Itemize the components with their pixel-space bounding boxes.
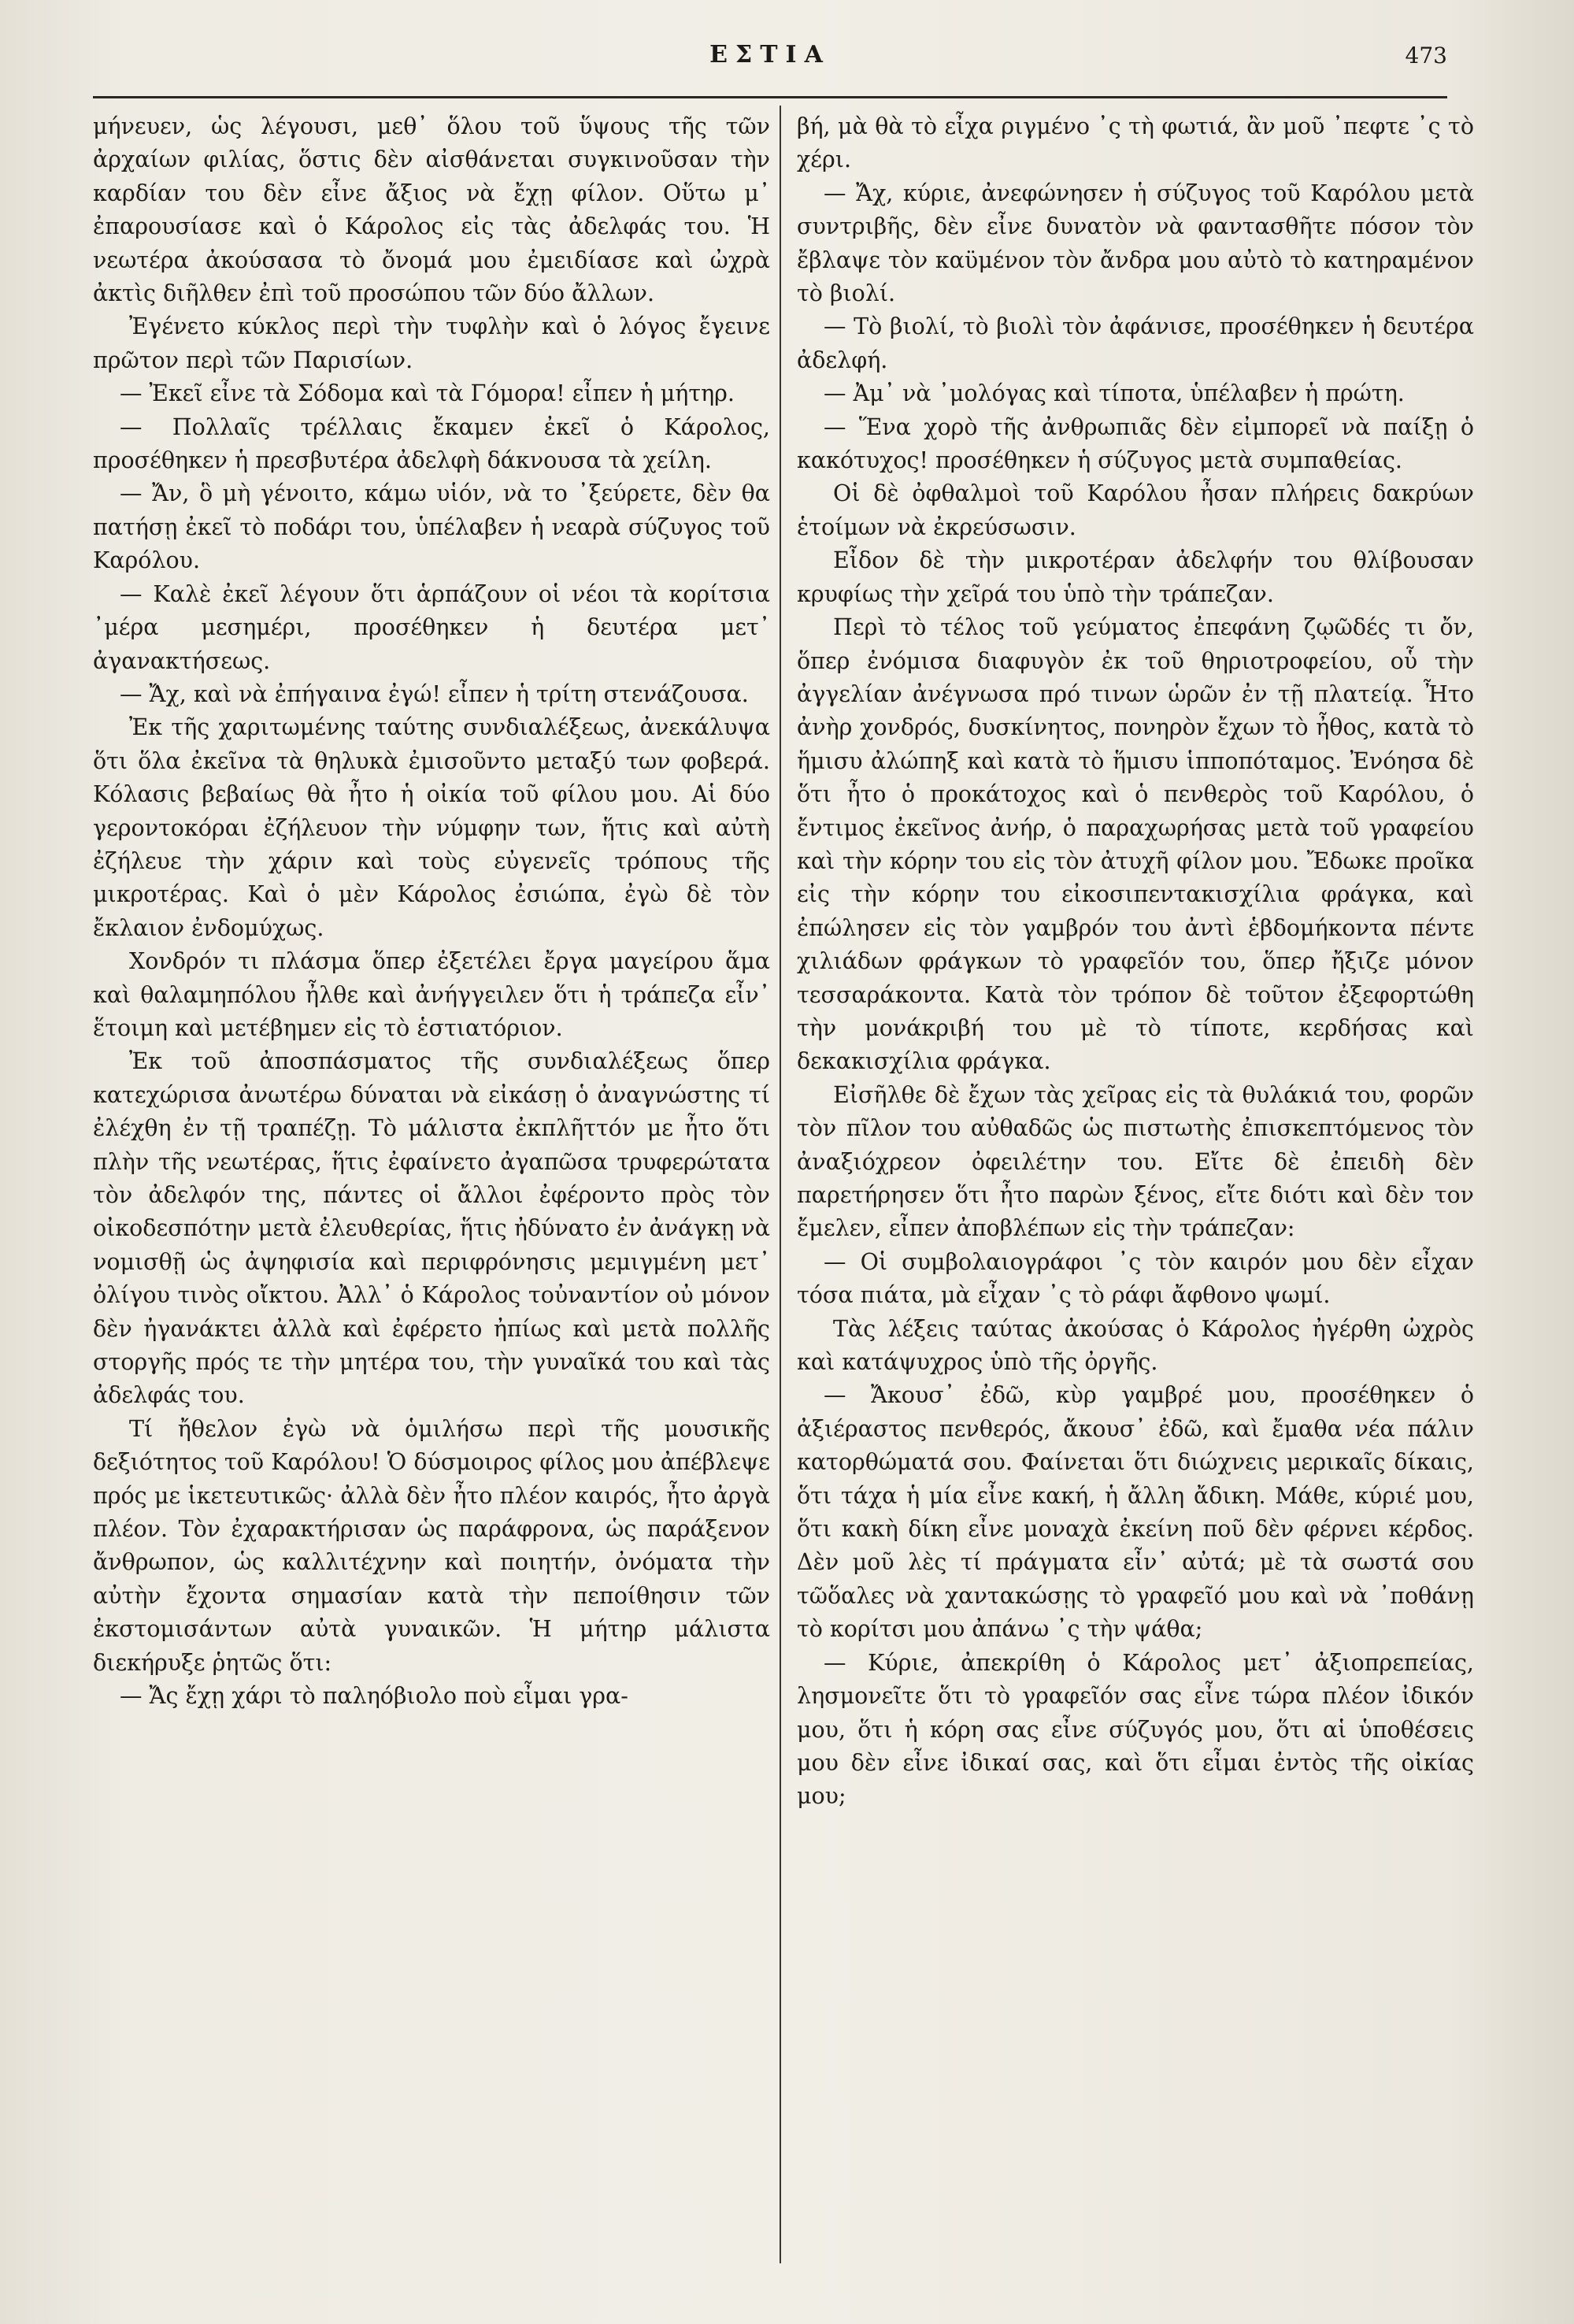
paragraph: — Πολλαῖς τρέλλαις ἔκαμεν ἐκεῖ ὁ Κάρολος, προσέθηκεν ἡ πρεσβυτέρα ἀδελφὴ δάκνουσα τὰ χείλη.	[93, 413, 770, 474]
paragraph: — Ἄν, ὃ μὴ γένοιτο, κάμω υἱόν, νὰ το ᾽ξεύρετε, δὲν θα πατήσῃ ἐκεῖ τὸ ποδάρι του, ὑπέλαβεν ἡ νεαρὰ σύζυγος τοῦ Καρόλου.	[93, 480, 770, 574]
paragraph: Περὶ τὸ τέλος τοῦ γεύματος ἐπεφάνη ζῳῶδές τι ὄν, ὅπερ ἐνόμισα διαφυγὸν ἐκ τοῦ θηριοτροφείου, οὗ τὴν ἀγγελίαν ἀνέγνωσα πρό τινων ὡρῶν ἐν τῇ πλατείᾳ. Ἦτο ἀνὴρ χονδρός, δυσκίνητος, πονηρὸν ἔχων τὸ ἦθος, κατὰ τὸ ἥμισυ ἀλώπηξ καὶ κατὰ τὸ ἥμισυ ἱπποπόταμος. Ἐνόησα δὲ ὅτι ἦτο ὁ προκάτοχος καὶ ὁ πενθερὸς τοῦ Καρόλου, ὁ ἔντιμος ἐκεῖνος ἀνήρ, ὁ παραχωρήσας μετὰ τοῦ γραφείου καὶ τὴν κόρην του εἰς τὸν ἀτυχῆ φίλον μου. Ἔδωκε προῖκα εἰς τὴν κόρην του εἰκοσιπεντακισχίλια φράγκα, καὶ ἐπώλησεν εἰς τὸν γαμβρόν του ἀντὶ ἑβδομήκοντα πέντε χιλιάδων φράγκων τὸ γραφεῖόν του, ὅπερ ἤξιζε μόνον τεσσαράκοντα. Κατὰ τὸν τρόπον δὲ τοῦτον ἐξεφορτώθη τὴν μονάκριβή του μὲ τὸ τίποτε, κερδήσας καὶ δεκακισχίλια φράγκα.	[797, 614, 1474, 1075]
page-header	[93, 41, 1447, 80]
paragraph: — Οἱ συμβολαιογράφοι ᾽ς τὸν καιρόν μου δὲν εἶχαν τόσα πιάτα, μὰ εἶχαν ᾽ς τὸ ράφι ἄφθονο ψωμί.	[797, 1248, 1474, 1309]
paragraph: Εἶδον δὲ τὴν μικροτέραν ἀδελφήν του θλίβουσαν κρυφίως τὴν χεῖρά του ὑπὸ τὴν τράπεζαν.	[797, 547, 1474, 607]
paragraph: — Τὸ βιολί, τὸ βιολὶ τὸν ἀφάνισε, προσέθηκεν ἡ δευτέρα ἀδελφή.	[797, 313, 1474, 373]
paragraph: — Ἕνα χορὸ τῆς ἀνθρωπιᾶς δὲν εἰμπορεῖ νὰ παίξῃ ὁ κακότυχος! προσέθηκεν ἡ σύζυγος μετὰ συμπαθείας.	[797, 413, 1474, 474]
paragraph: Ἐκ τῆς χαριτωμένης ταύτης συνδιαλέξεως, ἀνεκάλυψα ὅτι ὅλα ἐκεῖνα τὰ θηλυκὰ ἐμισοῦντο μεταξύ των φοβερά. Κόλασις βεβαίως θὰ ἦτο ἡ οἰκία τοῦ φίλου μου. Αἱ δύο γεροντοκόραι ἐζήλευον τὴν νύμφην των, ἥτις καὶ αὐτὴ ἐζήλευε τὴν χάριν καὶ τοὺς εὐγενεῖς τρόπους τῆς μικροτέρας. Καὶ ὁ μὲν Κάρολος ἐσιώπα, ἐγὼ δὲ τὸν ἔκλαιον ἐνδομύχως.	[93, 714, 770, 941]
paragraph: Ἐκ τοῦ ἀποσπάσματος τῆς συνδιαλέξεως ὅπερ κατεχώρισα ἀνωτέρω δύναται νὰ εἰκάσῃ ὁ ἀναγνώστης τί ἐλέχθη ἐν τῇ τραπέζῃ. Τὸ μάλιστα ἐκπλῆττόν με ἦτο ὅτι πλὴν τῆς νεωτέρας, ἥτις ἐφαίνετο ἀγαπῶσα τρυφερώτατα τὸν ἀδελφόν της, πάντες οἱ ἄλλοι ἐφέροντο πρὸς τὸν οἰκοδεσπότην μετὰ ἐλευθερίας, ἥτις ἠδύνατο ἐν ἀνάγκῃ νὰ νομισθῇ ὡς ἀψηφισία καὶ περιφρόνησις μεμιγμένη μετ᾽ ὀλίγου τινὸς οἴκτου. Ἀλλ᾽ ὁ Κάρολος τοὐναντίον οὐ μόνον δὲν ἠγανάκτει ἀλλὰ καὶ ἐφέρετο ἠπίως καὶ μετὰ πολλῆς στοργῆς πρός τε τὴν μητέρα του, τὴν γυναῖκά του καὶ τὰς ἀδελφάς του.	[93, 1048, 770, 1409]
paragraph: — Ἄχ, κύριε, ἀνεφώνησεν ἡ σύζυγος τοῦ Καρόλου μετὰ συντριβῆς, δὲν εἶνε δυνατὸν νὰ φαντασθῆτε πόσον τὸν ἔβλαψε τὸν καϋμένον τὸν ἄνδρα μου αὐτὸ τὸ κατηραμένον τὸ βιολί.	[797, 180, 1474, 307]
paragraph: Τί ἤθελον ἐγὼ νὰ ὁμιλήσω περὶ τῆς μουσικῆς δεξιότητος τοῦ Καρόλου! Ὁ δύσμοιρος φίλος μου ἀπέβλεψε πρός με ἱκετευτικῶς· ἀλλὰ δὲν ἦτο πλέον καιρός, ἦτο ἀργὰ πλέον. Τὸν ἐχαρακτήρισαν ὡς παράφρονα, ὡς παράξενον ἄνθρωπον, ὡς καλλιτέχνην καὶ ποιητήν, ὀνόματα τὴν αὐτὴν ἔχοντα σημασίαν κατὰ τὴν πεποίθησιν τῶν ἐκστομισάντων αὐτὰ γυναικῶν. Ἡ μήτηρ μάλιστα διεκήρυξε ῥητῶς ὅτι:	[93, 1415, 770, 1676]
column-divider	[780, 106, 781, 2263]
paragraph: Εἰσῆλθε δὲ ἔχων τὰς χεῖρας εἰς τὰ θυλάκιά του, φορῶν τὸν πῖλον του αὐθαδῶς ὡς πιστωτὴς ἐπισκεπτόμενος τὸν ἀναξιόχρεον ὀφειλέτην του. Εἴτε δὲ ἐπειδὴ δὲν παρετήρησεν ὅτι ἦτο παρὼν ξένος, εἴτε διότι καὶ δὲν τον ἔμελεν, εἶπεν ἀποβλέπων εἰς τὴν τράπεζαν:	[797, 1081, 1474, 1242]
paragraph: βή, μὰ θὰ τὸ εἶχα ριγμένο ᾽ς τὴ φωτιά, ἂν μοῦ ᾽πεφτε ᾽ς τὸ χέρι.	[797, 113, 1474, 173]
paragraph: Οἱ δὲ ὀφθαλμοὶ τοῦ Καρόλου ἦσαν πλήρεις δακρύων ἑτοίμων νὰ ἐκρεύσωσιν.	[797, 480, 1474, 540]
paragraph: — Ἐκεῖ εἶνε τὰ Σόδομα καὶ τὰ Γόμορα! εἶπεν ἡ μήτηρ.	[120, 380, 735, 407]
paragraph: — Κύριε, ἀπεκρίθη ὁ Κάρολος μετ᾽ ἀξιοπρεπείας, λησμονεῖτε ὅτι τὸ γραφεῖόν σας εἶνε τώρα πλέον ἰδικόν μου, ὅτι ἡ κόρη σας εἶνε σύζυγός μου, ὅτι αἱ ὑποθέσεις μου δὲν εἶνε ἰδικαί σας, καὶ ὅτι εἶμαι ἐντὸς τῆς οἰκίας μου;	[797, 1649, 1474, 1810]
paragraph: Τὰς λέξεις ταύτας ἀκούσας ὁ Κάρολος ἠγέρθη ὠχρὸς καὶ κατάψυχρος ὑπὸ τῆς ὀργῆς.	[797, 1315, 1474, 1376]
paragraph: — Ἀμ᾽ νὰ ᾽μολόγας καὶ τίποτα, ὑπέλαβεν ἡ πρώτη.	[824, 380, 1405, 407]
header-rule	[93, 96, 1447, 98]
paragraph: — Καλὲ ἐκεῖ λέγουν ὅτι ἁρπάζουν οἱ νέοι τὰ κορίτσια ᾽μέρα μεσημέρι, προσέθηκεν ἡ δευτέρα μετ᾽ ἀγανακτήσεως.	[93, 580, 770, 674]
paragraph: — Ἄς ἔχῃ χάρι τὸ παληόβιολο ποὺ εἶμαι γρα-	[120, 1683, 628, 1710]
paragraph: μήνευεν, ὡς λέγουσι, μεθ᾽ ὅλου τοῦ ὕψους τῆς τῶν ἀρχαίων φιλίας, ὅστις δὲν αἰσθάνεται συγκινοῦσαν τὴν καρδίαν του δὲν εἶνε ἄξιος νὰ ἔχῃ φίλον. Οὕτω μ᾽ ἐπαρουσίασε καὶ ὁ Κάρολος εἰς τὰς ἀδελφάς του. Ἡ νεωτέρα ἀκούσασα τὸ ὄνομά μου ἐμειδίασε καὶ ὠχρὰ ἀκτὶς διῆλθεν ἐπὶ τοῦ προσώπου τῶν δύο ἄλλων.	[93, 113, 770, 307]
paragraph: — Ἄχ, καὶ νὰ ἐπήγαινα ἐγώ! εἶπεν ἡ τρίτη στενάζουσα.	[120, 680, 749, 707]
paragraph: Ἐγένετο κύκλος περὶ τὴν τυφλὴν καὶ ὁ λόγος ἔγεινε πρῶτον περὶ τῶν Παρισίων.	[93, 313, 770, 373]
left-column	[93, 110, 770, 1714]
right-column	[797, 110, 1474, 1814]
paragraph: — Ἄκουσ᾽ ἐδῶ, κὺρ γαμβρέ μου, προσέθηκεν ὁ ἀξιέραστος πενθερός, ἄκουσ᾽ ἐδῶ, καὶ ἔμαθα νέα πάλιν κατορθώματά σου. Φαίνεται ὅτι διώχνεις μερικαῖς δίκαις, ὅτι τάχα ἡ μία εἶνε κακή, ἡ ἄλλη ἄδικη. Μάθε, κύριέ μου, ὅτι κακὴ δίκη εἶνε μοναχὰ ἐκείνη ποῦ δὲν φέρνει κέρδος. Δὲν μοῦ λὲς τί πράγματα εἶν᾽ αὐτά; μὲ τὰ σωστά σου τῶὅαλες νὰ χαντακώσῃς τὸ γραφεῖό μου καὶ νὰ ᾽ποθάνῃ τὸ κορίτσι μου ἀπάνω ᾽ς τὴν ψάθα;	[797, 1382, 1474, 1643]
running-title: ΕΣΤΙΑ	[709, 41, 831, 69]
paragraph: Χονδρόν τι πλάσμα ὅπερ ἐξετέλει ἔργα μαγείρου ἅμα καὶ θαλαμηπόλου ἦλθε καὶ ἀνήγγειλεν ὅτι ἡ τράπεζα εἶν᾽ ἕτοιμη καὶ μετέβημεν εἰς τὸ ἑστιατόριον.	[93, 948, 770, 1041]
page-number: 473	[1405, 43, 1447, 69]
